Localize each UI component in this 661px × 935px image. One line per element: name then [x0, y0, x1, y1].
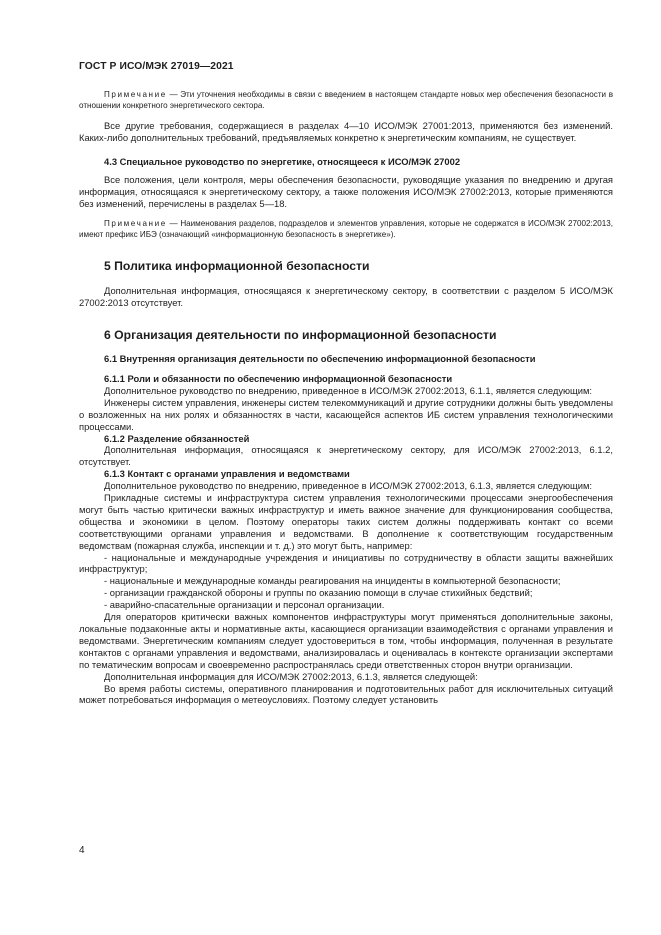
paragraph-6-1-3-b: Прикладные системы и инфраструктура систем управления технологическими процессами энергообеспечения могут быть частью критически важных инфраструктур и иметь важное значение для функционирования сообщества, общества и экономики в целом. Поэтому операторы таких систем должны поддерживать контакт со всеми соответствующими органами управления и ведомствами. В дополнение к соответствующим государственным ведомствам (пожарная служба, инспекции и т. д.) это могут быть, например:: [79, 492, 613, 551]
heading-6-1: 6.1 Внутренняя организация деятельности по обеспечению информационной безопасности: [104, 353, 536, 365]
heading-6-1-1: 6.1.1 Роли и обязанности по обеспечению информационной безопасности: [104, 372, 453, 384]
heading-6-1-3: 6.1.3 Контакт с органами управления и ведомствами: [104, 468, 350, 480]
note-2: [79, 219, 613, 240]
heading-section-6: 6 Организация деятельности по информационной безопасности: [104, 328, 497, 343]
list-item: - национальные и международные команды реагирования на инциденты в компьютерной безопасности;: [104, 575, 561, 587]
note-1-text: — Эти уточнения необходимы в связи с введением в настоящем стандарте новых мер обеспечения безопасности в отношении конкретного энергетического сектора.: [79, 90, 613, 110]
paragraph-6-1-3-d: Дополнительная информация для ИСО/МЭК 27002:2013, 6.1.3, является следующей:: [104, 670, 478, 682]
heading-6-1-2: 6.1.2 Разделение обязанностей: [104, 432, 250, 444]
note-1-label: Примечание: [104, 90, 167, 99]
paragraph-section-5: Дополнительная информация, относящаяся к энергетическому сектору, в соответствии с разделом 5 ИСО/МЭК 27002:2013 отсутствует.: [79, 285, 613, 309]
paragraph-4-3: Все положения, цели контроля, меры обеспечения безопасности, руководящие указания по внедрению и другая информация, относящаяся к энергетическому сектору, а также положения ИСО/МЭК 27002:2013, которые применяются без изменений, перечислены в разделах 5—18.: [79, 174, 613, 209]
note-2-text: — Наименования разделов, подразделов и элементов управления, которые не содержатся в ИСО/МЭК 27002:2013, имеют префикс ИБЭ (означающий «информационную безопасность в энергетике»).: [79, 218, 613, 239]
paragraph-6-1-3-a: Дополнительное руководство по внедрению, приведенное в ИСО/МЭК 27002:2013, 6.1.3, является следующим:: [104, 480, 593, 492]
paragraph-other-requirements: Все другие требования, содержащиеся в разделах 4—10 ИСО/МЭК 27001:2013, применяются без изменений. Каких-либо дополнительных требований, предъявляемых конкретно к энергетическим компаниям, не существует.: [79, 120, 613, 144]
paragraph-6-1-1-a: Дополнительное руководство по внедрению, приведенное в ИСО/МЭК 27002:2013, 6.1.1, является следующим:: [104, 384, 593, 396]
paragraph-6-1-2: Дополнительная информация, относящаяся к энергетическому сектору, для ИСО/МЭК 27002:2013, 6.1.2, отсутствует.: [79, 444, 613, 468]
heading-4-3: 4.3 Специальное руководство по энергетике, относящееся к ИСО/МЭК 27002: [104, 156, 461, 168]
paragraph-6-1-1-b: Инженеры систем управления, инженеры систем телекоммуникаций и другие сотрудники должны быть уведомлены о возложенных на них ролях и обязанностях в части, касающейся аспектов ИБ систем управления технологическими процессами.: [79, 396, 613, 432]
paragraph-6-1-3-c: Для операторов критически важных компонентов инфраструктуры могут применяться дополнительные законы, локальные подзаконные акты и нормативные акты, касающиеся организации взаимодействия с органами управления и ведомствами. Энергетическим компаниям следует удостовериться в том, чтобы информация, полученная в результате контактов с органами управления и ведомствами, анализировалась и оценивалась в контексте организации экспертами по тематическим вопросам и своевременно распространялась среди ответственных сторон внутри организации.: [79, 611, 613, 670]
note-1: [79, 90, 613, 111]
paragraph-6-1-3-e: Во время работы системы, оперативного планирования и подготовительных работ для исключительных ситуаций может потребоваться информация о метеоусловиях. Поэтому следует установить: [79, 682, 613, 706]
heading-section-5: 5 Политика информационной безопасности: [104, 259, 370, 274]
page-number: 4: [79, 845, 85, 856]
running-header: ГОСТ Р ИСО/МЭК 27019—2021: [79, 61, 234, 72]
list-item: - национальные и международные учреждения и инициативы по сотрудничеству в области защиты важнейших инфраструктур;: [79, 551, 613, 575]
note-2-label: Примечание: [104, 218, 167, 228]
document-page: [79, 0, 613, 935]
list-item: - аварийно-спасательные организации и персонал организации.: [104, 599, 385, 611]
list-item: - организации гражданской обороны и группы по оказанию помощи в случае стихийных бедствий;: [104, 587, 533, 599]
page-body: [79, 90, 613, 706]
